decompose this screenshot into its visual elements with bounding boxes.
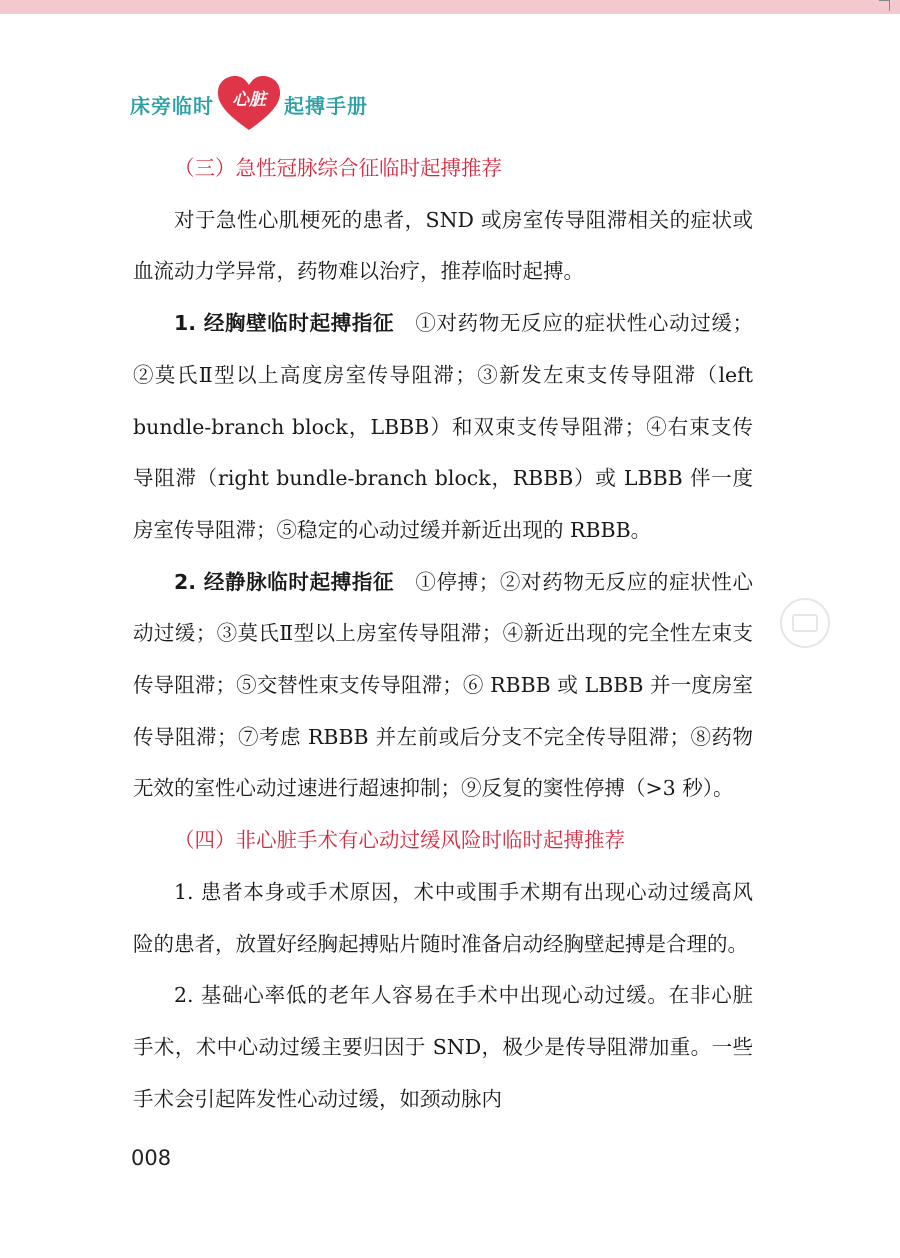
heart-logo <box>216 76 282 132</box>
header-title-part1: 床旁临时 <box>130 93 214 118</box>
list-item-1-lead: 1. 经胸壁临时起搏指征 <box>174 311 395 336</box>
top-color-band <box>0 0 900 14</box>
section-heading-3: （三）急性冠脉综合征临时起搏推荐 <box>174 156 502 180</box>
crop-mark <box>879 0 890 11</box>
page-body <box>133 143 753 1125</box>
list-item-2-text: ①停搏；②对药物无反应的症状性心动过缓；③莫氏Ⅱ型以上房室传导阻滞；④新近出现的完全性左束支传导阻滞；⑤交替性束支传导阻滞；⑥ RBBB 或 LBBB 并一度房室传导阻滞；⑦考虑 RBBB 并左前或后分支不完全传导阻滞；⑧药物无效的室性心动过速进行超速抑制；⑨反复的窦性停搏（>3 秒）。 <box>133 569 754 801</box>
header-title-part2: 起搏手册 <box>284 93 368 118</box>
running-header <box>130 76 368 132</box>
list-item-2 <box>133 557 753 816</box>
watermark-stamp <box>780 598 830 648</box>
heart-label: 心脏 <box>232 90 266 110</box>
paragraph-3: 1. 患者本身或手术原因，术中或围手术期有出现心动过缓高风险的患者，放置好经胸起搏贴片随时准备启动经胸壁起搏是合理的。 <box>133 879 753 956</box>
page-number: 008 <box>131 1146 172 1170</box>
paragraph-1: 对于急性心肌梗死的患者，SND 或房室传导阻滞相关的症状或血流动力学异常，药物难以治疗，推荐临时起搏。 <box>133 207 753 284</box>
paragraph-4: 2. 基础心率低的老年人容易在手术中出现心动过缓。在非心脏手术，术中心动过缓主要归因于 SND，极少是传导阻滞加重。一些手术会引起阵发性心动过缓，如颈动脉内 <box>133 983 753 1111</box>
list-item-1-text: ①对药物无反应的症状性心动过缓；②莫氏Ⅱ型以上高度房室传导阻滞；③新发左束支传导阻滞（left bundle-branch block，LBBB）和双束支传导阻滞；④右束支传导阻滞（right bundle-branch block，RBBB）或 LBBB 伴一度房室传导阻滞；⑤稳定的心动过缓并新近出现的 RBBB。 <box>133 311 754 542</box>
section-heading-4: （四）非心脏手术有心动过缓风险时临时起搏推荐 <box>174 828 625 853</box>
list-item-2-lead: 2. 经静脉临时起搏指征 <box>174 569 395 594</box>
list-item-1 <box>133 298 753 557</box>
